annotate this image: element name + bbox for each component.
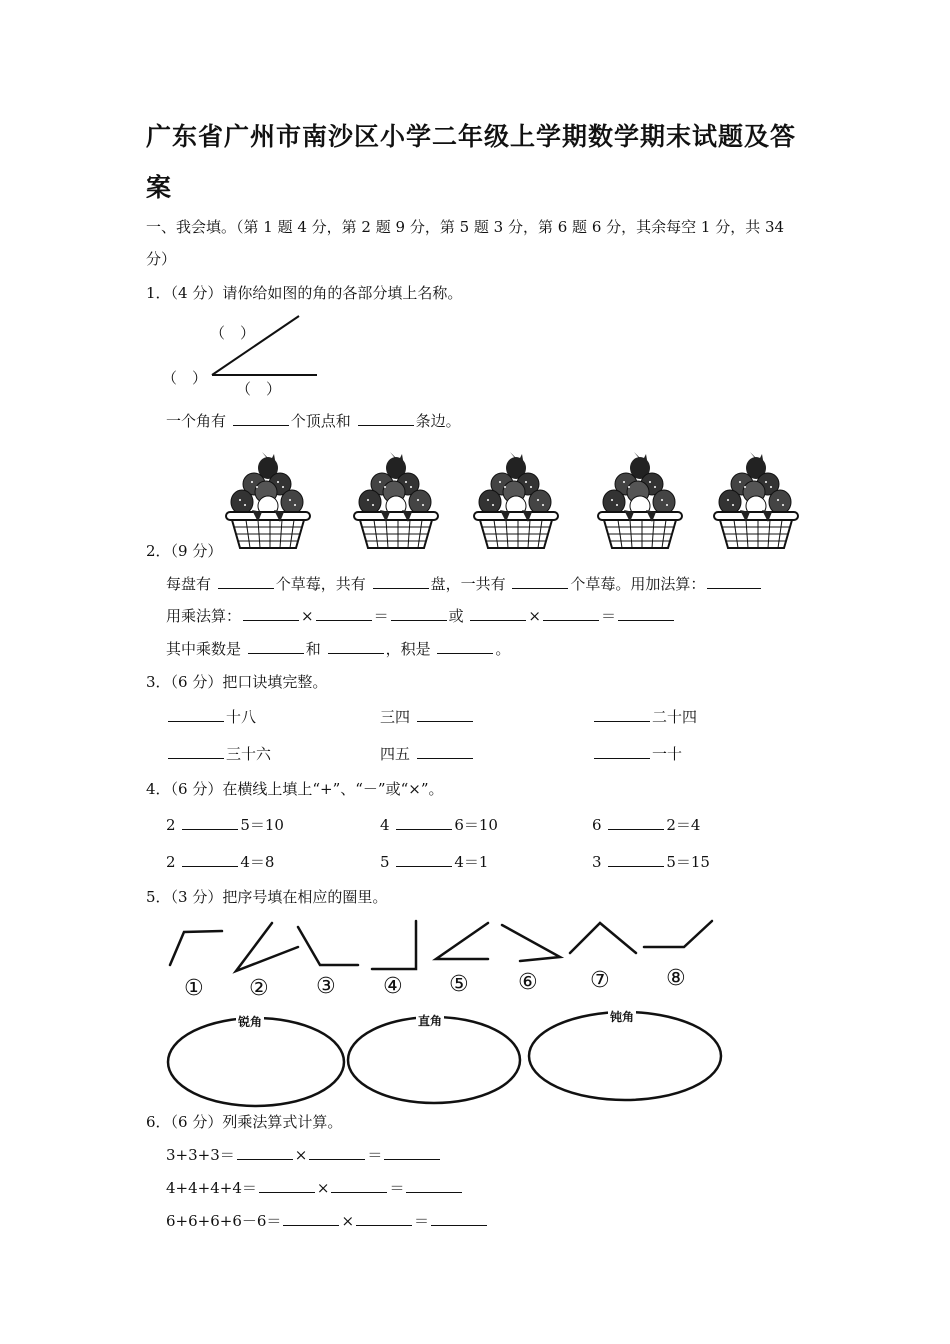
answer-blank[interactable] — [406, 1178, 462, 1193]
q4-item — [380, 851, 488, 872]
equals-sign: ＝ — [373, 607, 389, 625]
acute-label: 锐角 — [238, 1015, 263, 1029]
answer-blank[interactable] — [259, 1178, 315, 1193]
number-label-1: ① — [184, 976, 204, 1001]
answer-blank[interactable] — [237, 1145, 293, 1160]
q3-item — [380, 706, 475, 727]
answer-blank[interactable] — [182, 815, 238, 830]
answer-blank[interactable] — [328, 639, 384, 654]
q3-item — [380, 743, 475, 764]
equals-sign: ＝ — [389, 1179, 405, 1197]
q6-expr: 6+6+6+6－6＝ — [166, 1212, 282, 1230]
times-sign: × — [316, 1179, 330, 1197]
answer-blank[interactable] — [512, 574, 568, 589]
q3-text: 一十 — [652, 745, 683, 763]
answer-blank[interactable] — [384, 1145, 440, 1160]
q2-line2 — [166, 605, 676, 626]
answer-blank[interactable] — [233, 411, 289, 426]
q3-text: 三十六 — [226, 745, 272, 763]
answer-blank[interactable] — [431, 1211, 487, 1226]
q4-right: 5＝10 — [240, 816, 284, 834]
angle-base-paren: （ ） — [236, 380, 282, 398]
q3-text: 二十四 — [652, 708, 698, 726]
answer-blank[interactable] — [168, 744, 224, 759]
answer-blank[interactable] — [707, 574, 761, 589]
strawberry-basket — [712, 446, 802, 552]
answer-blank[interactable] — [608, 852, 664, 867]
answer-blank[interactable] — [243, 606, 299, 621]
or-text: 或 — [448, 607, 464, 625]
angle-shape-7 — [570, 923, 636, 953]
angle-shape-2 — [236, 923, 298, 971]
times-sign: × — [528, 607, 541, 625]
section-heading: 一、我会填。（第 1 题 4 分，第 2 题 9 分，第 5 题 3 分，第 6 题 6 分，其余每空 1 分，共 34 — [146, 218, 785, 236]
strawberry-basket — [224, 446, 314, 552]
obtuse-circle — [529, 1012, 721, 1100]
q4-left: 2 — [166, 853, 176, 871]
q3-heading: 3．（6 分）把口诀填完整。 — [146, 673, 328, 691]
answer-blank[interactable] — [182, 852, 238, 867]
answer-blank[interactable] — [391, 606, 447, 621]
times-sign: × — [301, 607, 314, 625]
number-label-8: ⑧ — [666, 966, 686, 991]
q2-l3-a: 其中乘数是 — [166, 640, 242, 658]
q3-item — [166, 743, 271, 764]
q4-right: 6＝10 — [454, 816, 498, 834]
answer-blank[interactable] — [218, 574, 274, 589]
q1-text-a: 一个角有 — [166, 412, 227, 430]
answer-blank[interactable] — [417, 707, 473, 722]
angle-shape-1 — [170, 931, 222, 965]
times-sign: × — [294, 1146, 308, 1164]
q6-expr: 4+4+4+4＝ — [166, 1179, 257, 1197]
q6-item — [166, 1144, 442, 1165]
angle-shapes — [160, 915, 730, 975]
q4-item — [380, 814, 498, 835]
answer-blank[interactable] — [283, 1211, 339, 1226]
q3-text: 三四 — [380, 708, 411, 726]
q2-l3-b: 和 — [305, 640, 321, 658]
q6-heading: 6．（6 分）列乘法算式计算。 — [146, 1113, 343, 1131]
strawberry-basket — [352, 446, 442, 552]
angle-vertex-paren: （ ） — [162, 369, 208, 387]
q4-left: 4 — [380, 816, 390, 834]
angle-shape-3 — [298, 927, 358, 965]
q4-left: 6 — [592, 816, 602, 834]
q4-left: 5 — [380, 853, 390, 871]
answer-blank[interactable] — [316, 606, 372, 621]
equals-sign: ＝ — [600, 607, 616, 625]
number-label-4: ④ — [383, 974, 403, 999]
strawberry-basket — [596, 446, 686, 552]
q2-l3-c: ，积是 — [385, 640, 431, 658]
page-title-line2: 案 — [146, 173, 173, 202]
right-angle-label: 直角 — [418, 1014, 443, 1028]
number-label-7: ⑦ — [590, 968, 610, 993]
q1-sentence — [166, 410, 461, 431]
q2-l1-b: 个草莓，共有 — [275, 575, 366, 593]
q4-right: 5＝15 — [666, 853, 710, 871]
q2-l3-d: 。 — [495, 640, 511, 658]
angle-shape-4 — [372, 921, 416, 969]
q3-text: 十八 — [226, 708, 257, 726]
q4-right: 4＝8 — [240, 853, 275, 871]
q1-text-c: 条边。 — [415, 412, 461, 430]
q5-heading: 5．（3 分）把序号填在相应的圈里。 — [146, 888, 388, 906]
q4-heading: 4．（6 分）在横线上填上“+”、“－”或“×”。 — [146, 780, 444, 798]
q2-line1 — [166, 573, 763, 594]
q6-expr: 3+3+3＝ — [166, 1146, 235, 1164]
answer-blank[interactable] — [358, 411, 414, 426]
answer-blank[interactable] — [331, 1178, 387, 1193]
number-label-2: ② — [249, 976, 269, 1001]
number-label-3: ③ — [316, 974, 336, 999]
right-circle — [348, 1017, 520, 1103]
angle-shape-8 — [644, 921, 712, 947]
number-label-6: ⑥ — [518, 970, 538, 995]
q3-item — [166, 706, 256, 727]
answer-blank[interactable] — [168, 707, 224, 722]
q1-text-b: 个顶点和 — [290, 412, 351, 430]
q3-item — [592, 743, 682, 764]
obtuse-label: 钝角 — [610, 1010, 635, 1024]
q2-l2-a: 用乘法算： — [166, 607, 242, 625]
q4-left: 3 — [592, 853, 602, 871]
answer-blank[interactable] — [417, 744, 473, 759]
answer-blank[interactable] — [396, 815, 452, 830]
answer-blank[interactable] — [373, 574, 429, 589]
q6-item — [166, 1177, 464, 1198]
times-sign: × — [341, 1212, 355, 1230]
q6-item — [166, 1210, 489, 1231]
answer-blank[interactable] — [618, 606, 674, 621]
answer-blank[interactable] — [594, 707, 650, 722]
equals-sign: ＝ — [367, 1146, 383, 1164]
q4-item — [166, 814, 284, 835]
q4-item — [592, 851, 710, 872]
equals-sign: ＝ — [414, 1212, 430, 1230]
answer-blank[interactable] — [608, 815, 664, 830]
answer-blank[interactable] — [396, 852, 452, 867]
q4-item — [592, 814, 700, 835]
acute-circle — [168, 1018, 344, 1106]
angle-side-paren: （ ） — [210, 324, 256, 342]
q1-heading: 1．（4 分）请你给如图的角的各部分填上名称。 — [146, 284, 463, 302]
answer-blank[interactable] — [470, 606, 526, 621]
q2-l1-c: 盘，一共有 — [430, 575, 506, 593]
answer-blank[interactable] — [248, 639, 304, 654]
q4-item — [166, 851, 274, 872]
angle-shape-5 — [436, 923, 488, 959]
answer-blank[interactable] — [437, 639, 493, 654]
q2-line3 — [166, 638, 510, 659]
strawberry-basket — [472, 446, 562, 552]
q2-l1-a: 每盘有 — [166, 575, 212, 593]
answer-blank[interactable] — [309, 1145, 365, 1160]
q2-heading: 2．（9 分） — [146, 542, 223, 560]
q2-l1-d: 个草莓。用加法算： — [570, 575, 706, 593]
q4-left: 2 — [166, 816, 176, 834]
number-label-5: ⑤ — [449, 972, 469, 997]
q3-text: 四五 — [380, 745, 411, 763]
section-heading-cont: 分） — [146, 250, 177, 268]
q3-item — [592, 706, 697, 727]
q4-right: 2＝4 — [666, 816, 701, 834]
answer-blank[interactable] — [356, 1211, 412, 1226]
q4-right: 4＝1 — [454, 853, 489, 871]
angle-shape-6 — [502, 925, 560, 961]
answer-blank[interactable] — [543, 606, 599, 621]
answer-blank[interactable] — [594, 744, 650, 759]
page-title-line1: 广东省广州市南沙区小学二年级上学期数学期末试题及答 — [146, 122, 797, 151]
